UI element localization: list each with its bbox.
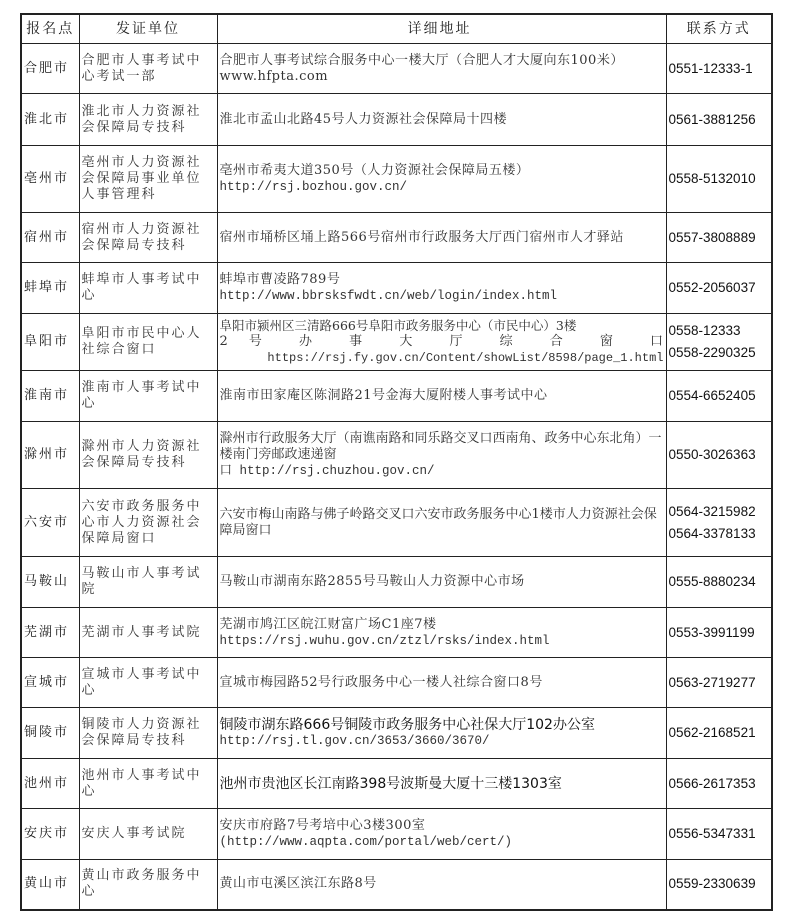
phone-number: 0555-8880234 [668, 574, 756, 589]
phone-cell [666, 809, 772, 860]
city-cell: 蚌埠市 [21, 263, 79, 314]
address-text: 黄山市屯溪区滨江东路8号 [219, 876, 377, 892]
header-unit: 发证单位 [79, 14, 217, 44]
phone-cell [666, 146, 772, 213]
address-cell [217, 608, 666, 658]
unit-cell: 六安市政务服务中心市人力资源社会保障局窗口 [79, 489, 217, 557]
website-link[interactable]: (http://www.aqpta.com/portal/web/cert/) [219, 835, 513, 849]
phone-number: 0564-3215982 [668, 503, 756, 519]
phone-cell [666, 557, 772, 608]
unit-cell: 黄山市政务服务中心 [79, 860, 217, 910]
address-text: 滁州市行政服务大厅（南谯南路和同乐路交叉口西南角、政务中心东北角）一楼南门旁邮政速递窗 [219, 431, 662, 462]
unit-cell: 铜陵市人力资源社会保障局专技科 [79, 708, 217, 759]
city-cell: 黄山市 [21, 860, 79, 910]
address-cell [217, 557, 666, 608]
address-text: 马鞍山市湖南东路2855号马鞍山人力资源中心市场 [219, 574, 525, 589]
phone-number: 0559-2330639 [668, 876, 756, 892]
city-cell: 马鞍山 [21, 557, 79, 608]
city-cell: 淮南市 [21, 371, 79, 422]
website-link[interactable]: 口 http://rsj.chuzhou.gov.cn/ [219, 464, 435, 478]
address-text: 铜陵市湖东路666号铜陵市政务服务中心社保大厅102办公室 [219, 717, 595, 733]
table-row [21, 422, 772, 489]
address-cell [217, 263, 666, 314]
phone-cell [666, 213, 772, 263]
phone-cell [666, 608, 772, 658]
phone-number: 0557-3808889 [668, 229, 756, 245]
address-text: 合肥市人事考试综合服务中心一楼大厅（合肥人才大厦向东100米）www.hfpta.com [219, 52, 624, 84]
phone-number: 0564-3378133 [668, 525, 756, 541]
table-header-row [21, 14, 772, 44]
phone-number: 0553-3991199 [668, 624, 755, 640]
phone-cell [666, 489, 772, 557]
address-cell [217, 146, 666, 213]
city-cell: 宿州市 [21, 213, 79, 263]
website-link[interactable]: https://rsj.wuhu.gov.cn/ztzl/rsks/index.html [219, 633, 550, 648]
phone-cell [666, 658, 772, 708]
table-row [21, 809, 772, 860]
phone-cell [666, 314, 772, 371]
city-cell: 芜湖市 [21, 608, 79, 658]
city-cell: 淮北市 [21, 94, 79, 146]
phone-cell [666, 263, 772, 314]
address-text: 蚌埠市曹凌路789号 [219, 272, 341, 287]
city-cell: 铜陵市 [21, 708, 79, 759]
table-row [21, 860, 772, 910]
registration-points-table [20, 13, 773, 911]
table-row [21, 489, 772, 557]
city-cell: 宣城市 [21, 658, 79, 708]
phone-cell [666, 708, 772, 759]
address-text-cont: 2 号 办 事 大 厅 综 合 窗 口 [219, 334, 664, 349]
address-cell [217, 213, 666, 263]
address-cell [217, 44, 666, 94]
phone-cell [666, 422, 772, 489]
unit-cell: 芜湖市人事考试院 [79, 608, 217, 658]
city-cell: 阜阳市 [21, 314, 79, 371]
address-text: 淮北市孟山北路45号人力资源社会保障局十四楼 [219, 111, 508, 127]
phone-number: 0550-3026363 [668, 447, 756, 462]
address-cell [217, 489, 666, 557]
address-text: 芜湖市鸠江区皖江财富广场C1座7楼 [219, 616, 437, 632]
address-cell [217, 759, 666, 809]
address-text: 六安市梅山南路与佛子岭路交叉口六安市政务服务中心1楼市人力资源社会保障局窗口 [219, 506, 657, 538]
unit-cell: 安庆人事考试院 [79, 809, 217, 860]
website-link[interactable]: http://www.bbrsksfwdt.cn/web/login/index.html [219, 289, 558, 303]
table-row [21, 213, 772, 263]
unit-cell: 合肥市人事考试中心考试一部 [79, 44, 217, 94]
unit-cell: 阜阳市市民中心人社综合窗口 [79, 314, 217, 371]
unit-cell: 亳州市人力资源社会保障局事业单位人事管理科 [79, 146, 217, 213]
table-row [21, 608, 772, 658]
unit-cell: 淮南市人事考试中心 [79, 371, 217, 422]
unit-cell: 蚌埠市人事考试中心 [79, 263, 217, 314]
unit-cell: 宿州市人力资源社会保障局专技科 [79, 213, 217, 263]
phone-cell [666, 860, 772, 910]
phone-number: 0561-3881256 [668, 111, 756, 127]
city-cell: 安庆市 [21, 809, 79, 860]
phone-number: 0552-2056037 [668, 280, 756, 295]
phone-number: 0551-12333-1 [668, 60, 753, 76]
address-cell [217, 658, 666, 708]
city-cell: 亳州市 [21, 146, 79, 213]
address-text: 宿州市埇桥区埇上路566号宿州市行政服务大厅西门宿州市人才驿站 [219, 229, 624, 245]
city-cell: 六安市 [21, 489, 79, 557]
phone-cell [666, 371, 772, 422]
phone-number: 0554-6652405 [668, 388, 756, 403]
table-row [21, 557, 772, 608]
unit-cell: 滁州市人力资源社会保障局专技科 [79, 422, 217, 489]
website-link[interactable]: https://rsj.fy.gov.cn/Content/showList/8598/page_1.html [267, 351, 664, 365]
address-text: 亳州市希夷大道350号（人力资源社会保障局五楼） [219, 163, 530, 178]
address-cell [217, 809, 666, 860]
address-cell [217, 708, 666, 759]
address-cell [217, 422, 666, 489]
address-cell [217, 94, 666, 146]
table-row [21, 44, 772, 94]
header-contact: 联系方式 [666, 14, 772, 44]
phone-cell [666, 759, 772, 809]
phone-number: 0556-5347331 [668, 826, 756, 841]
phone-number: 0558-5132010 [668, 171, 756, 186]
address-cell [217, 314, 666, 371]
table-row [21, 314, 772, 371]
phone-number: 0566-2617353 [668, 775, 756, 791]
table-row [21, 371, 772, 422]
phone-cell [666, 44, 772, 94]
phone-number: 0558-2290325 [668, 345, 756, 360]
address-text: 阜阳市颍州区三清路666号阜阳市政务服务中心（市民中心）3楼 [219, 318, 577, 333]
address-cell [217, 860, 666, 910]
header-address: 详细地址 [217, 14, 666, 44]
table-row [21, 658, 772, 708]
address-cell [217, 371, 666, 422]
city-cell: 合肥市 [21, 44, 79, 94]
city-cell: 池州市 [21, 759, 79, 809]
table-row [21, 759, 772, 809]
unit-cell: 池州市人事考试中心 [79, 759, 217, 809]
unit-cell: 宣城市人事考试中心 [79, 658, 217, 708]
website-link[interactable]: http://rsj.tl.gov.cn/3653/3660/3670/ [219, 734, 490, 748]
phone-number: 0562-2168521 [668, 725, 756, 740]
table-row [21, 708, 772, 759]
header-city: 报名点 [21, 14, 79, 44]
website-link[interactable]: http://rsj.bozhou.gov.cn/ [219, 180, 408, 194]
table-row [21, 146, 772, 213]
address-text: 池州市贵池区长江南路398号波斯曼大厦十三楼1303室 [219, 775, 562, 792]
table-row [21, 263, 772, 314]
unit-cell: 淮北市人力资源社会保障局专技科 [79, 94, 217, 146]
city-cell: 滁州市 [21, 422, 79, 489]
address-text: 宣城市梅园路52号行政服务中心一楼人社综合窗口8号 [219, 674, 543, 690]
unit-cell: 马鞍山市人事考试院 [79, 557, 217, 608]
phone-number: 0563-2719277 [668, 674, 756, 690]
table-row [21, 94, 772, 146]
address-text: 安庆市府路7号考培中心3楼300室 [219, 818, 426, 833]
address-text: 淮南市田家庵区陈洞路21号金海大厦附楼人事考试中心 [219, 388, 548, 403]
phone-number: 0558-12333 [668, 323, 741, 338]
phone-cell [666, 94, 772, 146]
